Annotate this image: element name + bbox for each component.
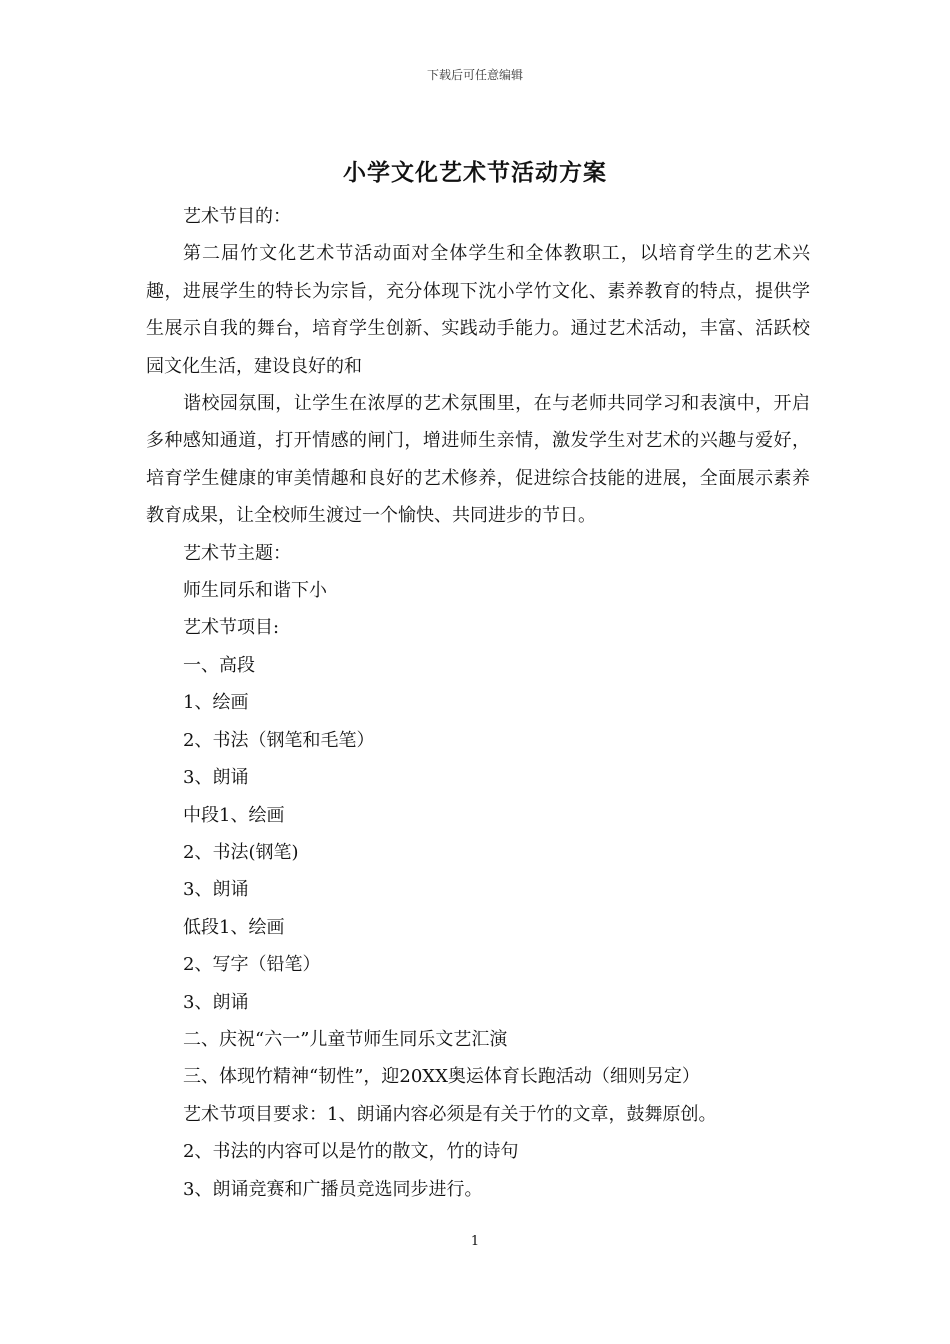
- goal-paragraph-2: 谐校园氛围，让学生在浓厚的艺术氛围里，在与老师共同学习和表演中，开启多种感知通道，打开情感的闸门，增进师生亲情，激发学生对艺术的兴趣与爱好，培育学生健康的审美情趣和良好的艺术修养，促进综合技能的进展，全面展示素养教育成果，让全校师生渡过一个愉快、共同进步的节日。: [146, 393, 810, 527]
- list-item: 3、朗诵: [183, 879, 249, 901]
- list-item: 2、书法的内容可以是竹的散文，竹的诗句: [183, 1141, 519, 1163]
- list-item: 2、写字（铅笔）: [183, 954, 321, 976]
- list-item: 3、朗诵: [183, 991, 249, 1013]
- list-item: 三、体现竹精神“韧性”，迎20XX奥运体育长跑活动（细则另定）: [183, 1066, 700, 1088]
- list-item: 艺术节项目要求：1、朗诵内容必须是有关于竹的文章，鼓舞原创。: [183, 1103, 717, 1125]
- list-item: 低段1、绘画: [183, 916, 285, 938]
- goal-paragraph-1: 第二届竹文化艺术节活动面对全体学生和全体教职工，以培育学生的艺术兴趣，进展学生的特长为宗旨，充分体现下沈小学竹文化、素养教育的特点，提供学生展示自我的舞台，培育学生创新、实践动手能力。通过艺术活动，丰富、活跃校园文化生活，建设良好的和: [146, 243, 810, 377]
- list-item: 3、朗诵: [183, 767, 249, 789]
- list-item: 2、书法（钢笔和毛笔）: [183, 729, 375, 751]
- list-item: 3、朗诵竞赛和广播员竞选同步进行。: [183, 1178, 483, 1200]
- list-item: 一、高段: [183, 654, 255, 676]
- theme-heading: 艺术节主题：: [183, 542, 291, 564]
- items-heading: 艺术节项目:: [183, 617, 280, 639]
- page-number: 1: [470, 1234, 480, 1249]
- theme-text: 师生同乐和谐下小: [183, 580, 327, 602]
- list-item: 二、庆祝“六一”儿童节师生同乐文艺汇演: [183, 1028, 508, 1050]
- document-body: [146, 198, 810, 1208]
- list-item: 2、书法(钢笔): [183, 841, 299, 863]
- header-note: 下载后可任意编辑: [426, 68, 523, 82]
- list-item: 1、绘画: [183, 692, 249, 714]
- list-item: 中段1、绘画: [183, 804, 285, 826]
- document-title: 小学文化艺术节活动方案: [343, 159, 607, 186]
- goal-heading: 艺术节目的：: [183, 206, 291, 227]
